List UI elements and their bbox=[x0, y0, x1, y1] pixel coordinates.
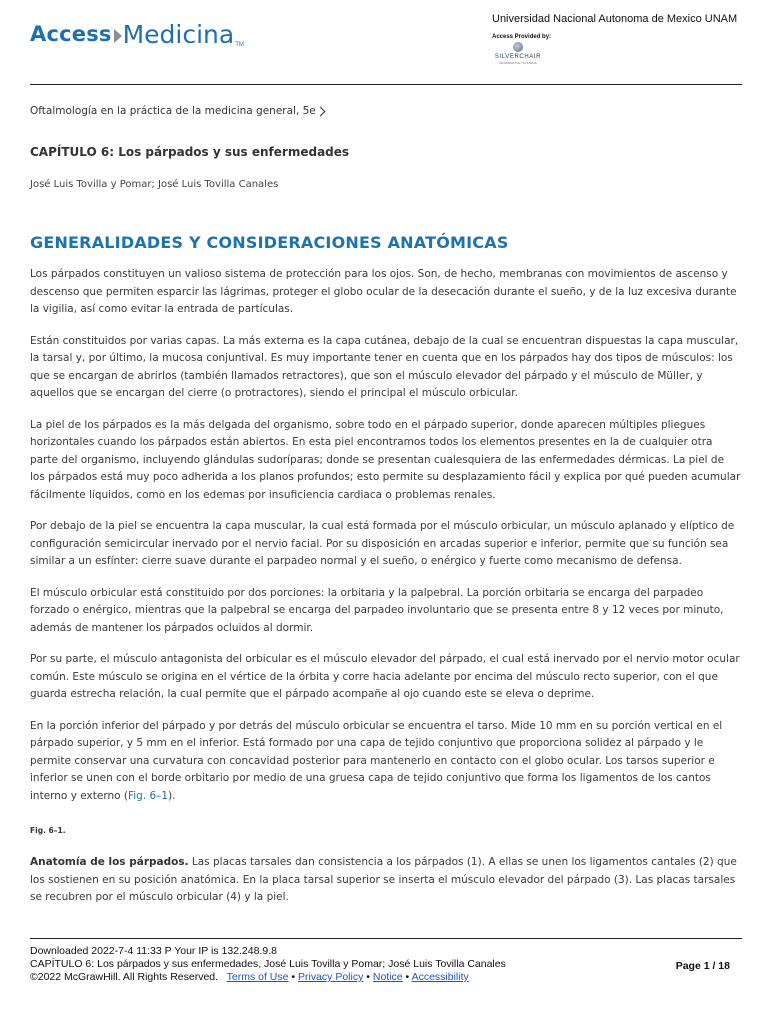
accessmedicina-logo[interactable] bbox=[30, 14, 244, 54]
chapter-authors: José Luis Tovilla y Pomar; José Luis Tovilla Canales bbox=[30, 179, 279, 190]
footer-divider bbox=[30, 938, 742, 939]
silverchair-subtitle: INFORMATION / SYSTEMS bbox=[499, 61, 537, 65]
page-number: Page 1 / 18 bbox=[675, 960, 730, 972]
article-content bbox=[30, 100, 742, 907]
paragraph: La piel de los párpados es la más delgada del organismo, sobre todo en el párpado superior, donde aparecen múltiples pliegues horizontales cuando los párpados están abiertos. En esta piel encontramos todos los elementos presentes en la de cualquier otra parte del organismo, incluyendo glándulas sudoríparas; donde se presentan cualesquiera de las enfermedades dérmicas. La piel de los párpados está muy poco adherida a los planos profundos; esto permite su desplazamiento fácil y explica por qué pueden acumular fácilmente líquidos, como en los edemas por insuficiencia cardiaca o problemas renales. bbox=[30, 418, 741, 501]
copyright-line bbox=[30, 971, 742, 984]
page-header bbox=[0, 0, 768, 86]
breadcrumb[interactable] bbox=[30, 100, 742, 122]
institution-name: Universidad Nacional Autonoma de Mexico UNAM bbox=[492, 13, 738, 25]
logo-access-text: Access bbox=[30, 22, 112, 46]
privacy-policy-link[interactable]: Privacy Policy bbox=[298, 971, 364, 983]
link-separator: • bbox=[363, 971, 373, 983]
caption-text: Las placas tarsales dan consistencia a los párpados (1). A ellas se unen los ligamentos cantales (2) que los sostienen en su posición anatómica. En la placa tarsal superior se inserta el músculo elevador del párpado (3). Las placas tarsales se recubren por el músculo orbicular (4) y la piel. bbox=[30, 856, 737, 903]
silverchair-logo bbox=[492, 42, 544, 68]
accessibility-link[interactable]: Accessibility bbox=[411, 971, 469, 983]
paragraph-text-end: ). bbox=[168, 789, 176, 802]
terms-of-use-link[interactable]: Terms of Use bbox=[226, 971, 289, 983]
figure-link[interactable]: Fig. 6–1 bbox=[127, 789, 169, 802]
paragraph: Están constituidos por varias capas. La más externa es la capa cutánea, debajo de la cual se encuentran dispuestas la capa muscular, la tarsal y, por último, la mucosa conjuntival. Es muy importante tener en cuenta que en los párpados hay dos tipos de músculos: los que se encargan de abrirlos (también llamados retractores), que son el músculo elevador del párpado y el músculo de Müller, y aquellos que se encargan del cierre (o protractores), siendo el principal el músculo orbicular. bbox=[30, 334, 739, 399]
header-divider bbox=[30, 84, 742, 85]
copyright-text: ©2022 McGrawHill. All Rights Reserved. bbox=[30, 971, 219, 983]
paragraph-tarsus bbox=[30, 718, 742, 806]
section-heading: GENERALIDADES Y CONSIDERACIONES ANATÓMICAS bbox=[30, 233, 509, 252]
silverchair-globe-icon bbox=[513, 42, 523, 52]
page-footer bbox=[30, 945, 742, 984]
paragraph: Los párpados constituyen un valioso sistema de protección para los ojos. Son, de hecho, membranas con movimientos de ascenso y descenso que permiten esparcir las lágrimas, proteger el globo ocular de la desecación durante el sueño, y de la luz excesiva durante la vigilia, así como evitar la entrada de partículas. bbox=[30, 268, 737, 315]
paragraph-text: En la porción inferior del párpado y por detrás del músculo orbicular se encuentra el tarso. Mide 10 mm en su porción vertical en el párpado superior, y 5 mm en el inferior. Está formado por una capa de tejido conjuntivo que proporciona solidez al párpado y le permite conservar una curvatura con concavidad posterior para mantenerlo en contacto con el globo ocular. Los tarsos superior e inferior se unen con el borde orbitario por medio de una gruesa capa de tejido conjuntivo que forma los ligamentos de los cantos interno y externo ( bbox=[30, 719, 723, 802]
figure-label: Fig. 6–1. bbox=[30, 826, 66, 835]
silverchair-name: SILVERCHAIR bbox=[494, 54, 542, 60]
logo-medicina-text: Medicina bbox=[122, 19, 235, 49]
link-separator: • bbox=[288, 971, 298, 983]
caption-title: Anatomía de los párpados. bbox=[30, 856, 189, 868]
logo-trademark: TM bbox=[235, 42, 244, 48]
paragraph: Por su parte, el músculo antagonista del orbicular es el músculo elevador del párpado, el cual está inervado por el nervio motor ocular común. Este músculo se origina en el vértice de la órbita y corre hacia adelante por encima del músculo recto superior, con el que guarda estrecha relación, la cual permite que el párpado acompañe al ojo cuando este se eleva o deprime. bbox=[30, 653, 740, 700]
notice-link[interactable]: Notice bbox=[372, 971, 403, 983]
paragraph: El músculo orbicular está constituido por dos porciones: la orbitaria y la palpebral. La porción orbitaria se encarga del parpadeo forzado o enérgico, mientras que la palpebral se encarga del parpadeo involuntario que se presenta entre 8 y 12 veces por minuto, además de mantener los párpados ocluidos al dormir. bbox=[30, 586, 724, 634]
figure-caption bbox=[30, 854, 742, 907]
paragraph: Por debajo de la piel se encuentra la capa muscular, la cual está formada por el músculo orbicular, un músculo aplanado y elíptico de configuración semicircular inervado por el nervio facial. Por su disposición en arcadas superior e inferior, permite que su función sea similar a un esfínter: cierre suave durante el parpadeo normal y el sueño, o enérgico y fuerte como mecanismo de defensa. bbox=[30, 520, 735, 567]
chevron-right-icon[interactable] bbox=[315, 106, 325, 116]
citation-line: CAPÍTULO 6: Los párpados y sus enfermedades, José Luis Tovilla y Pomar; José Luis Tovilla Canales bbox=[30, 958, 506, 970]
chapter-title: CAPÍTULO 6: Los párpados y sus enfermedades bbox=[30, 145, 350, 159]
access-provided-label: Access Provided by: bbox=[492, 34, 552, 40]
link-separator: • bbox=[402, 971, 412, 983]
logo-arrow-icon bbox=[114, 29, 122, 43]
breadcrumb-book-title[interactable]: Oftalmología en la práctica de la medicina general, 5e bbox=[30, 105, 316, 117]
download-info: Downloaded 2022-7-4 11:33 P Your IP is 132.248.9.8 bbox=[30, 945, 277, 957]
